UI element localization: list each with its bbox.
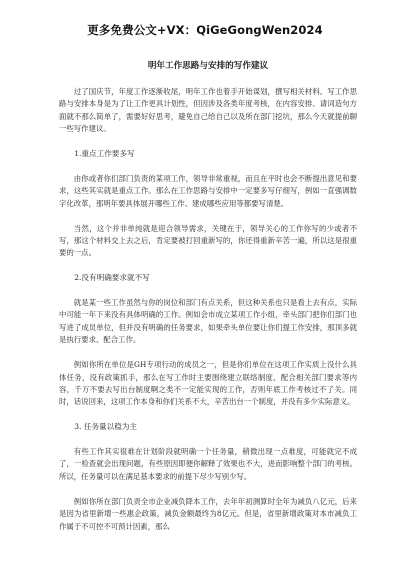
section-heading: 3. 任务量以稳为主 (74, 422, 138, 432)
section-heading: 2.没有明确要求就不写 (74, 273, 150, 283)
section-heading: 1.重点工作要多写 (74, 149, 135, 159)
paragraph: 就是某一些工作虽然与你的岗位和部门有点关系，但这种关系也只是看上去有点，实际中可能一年下来没有具体明确的工作。例如会市成立某项工作小组，牵头部门把你们部门也写进了成员单位，但并没有明确的任务要求，如果牵头单位要让你们提工作安排，那顶多就是执行要求、配合工作。 (59, 298, 357, 345)
paragraph: 有些工作其实很难在计划阶段就明确一个任务量，稍微出现一点难度，可能就完不成了，一检查就会出现问题，有些原因即便你解释了效果也不大，进而影响整个部门的考核。所以，任务量可以在满足基本要求的前提下尽少写别少写。 (59, 447, 357, 481)
paragraph: 例如你所在单位是GH专项行动的成员之一，但是你们单位在这项工作实质上没什么具体任务，没有政策抓手，那么在写工作时主要围绕建立联络制度、配合相关部门要求等内容，千万不要去写出台制度啊之类不一定能实现的工作，否则年底工作考核过不了关。同时，话说回来，这项工作本身和你们关系不大，辛苦出台一个制度，并没有多少实际意义。 (59, 360, 357, 407)
paragraph: 由你或者你们部门负责的某项工作，领导非常重视，而且在平时也会不断提出意见和要求，这些其实就是重点工作。那么在工作思路与安排中一定要多写仔细写，例如一直强调数字化改革，那明年要具体展开哪些工作、建成哪些应用等都要写清楚。 (59, 173, 357, 208)
document-title: 明年工作思路与安排的写作建议 (147, 61, 269, 71)
banner-text: 更多免费公文+VX：QiGeGongWen2024 (87, 23, 323, 37)
paragraph: 例如你所在部门负责全市企业减负降本工作，去年年初测算时全年为减负八亿元，后来是因为省里新增一些惠企政策，减负金额最终为8亿元。但是，省里新增政策对本市减负工作属于不可控不可预计因素，那么 (59, 496, 357, 531)
paragraph: 过了国庆节，年度工作逐渐收尾，明年工作也着手开始谋划，撰写相关材料。写工作思路与安排本身是为了让工作更具计划性，但因涉及各类年度考核，在内容安排、请词造句方面就不那么简单了，需要好好思考，避免自己给自己以及所在部门挖坑，那么今天就提前聊一些写作建议。 (59, 87, 357, 134)
paragraph: 当然，这个并非单纯就是迎合领导需求，关键在于，领导关心的工作你写的少或者不写，那这个材料交上去之后，肯定要被打回重新写的，你还得重新辛苦一遍，所以这是很重要的一点。 (59, 223, 357, 258)
document-body (59, 86, 357, 533)
